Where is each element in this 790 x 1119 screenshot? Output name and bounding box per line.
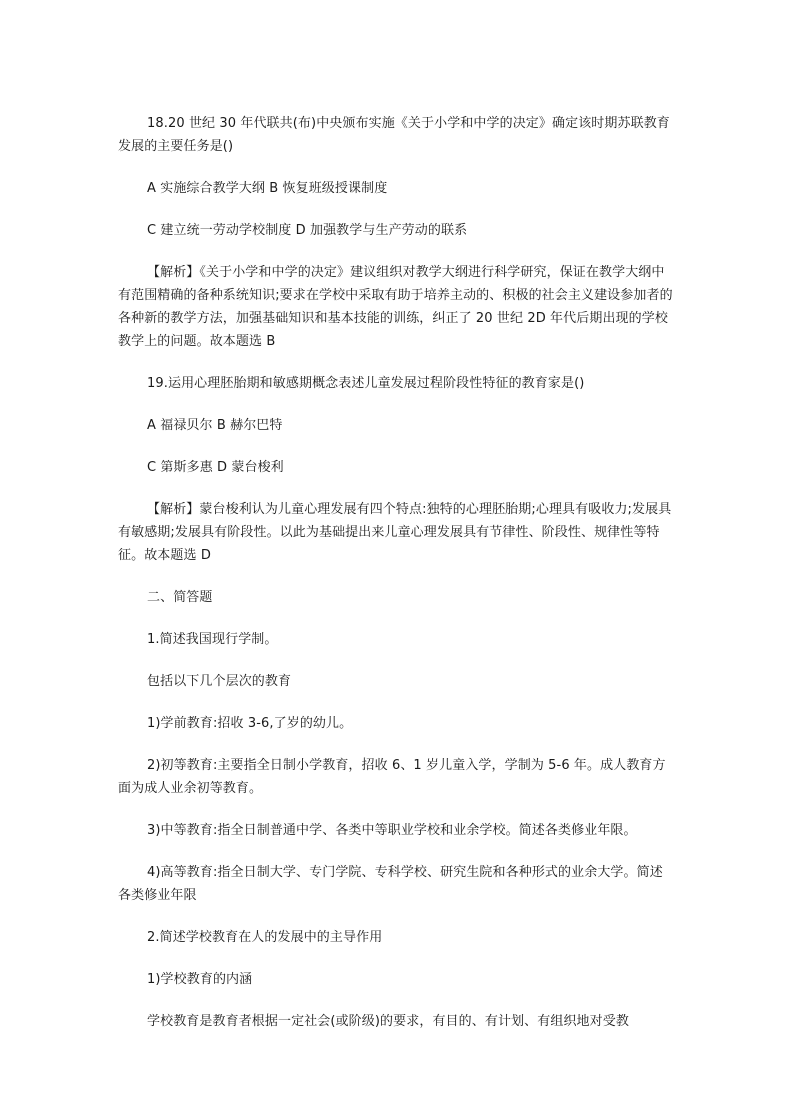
short-answer-2-item-1: 1)学校教育的内涵 — [147, 972, 253, 987]
question-18-options-cd: C 建立统一劳动学校制度 D 加强教学与生产劳动的联系 — [147, 223, 468, 238]
section-heading-short-answer: 二、简答题 — [147, 590, 213, 605]
question-19-stem: 19.运用心理胚胎期和敏感期概念表述儿童发展过程阶段性特征的教育家是() — [147, 376, 585, 391]
short-answer-1-item-4: 4)高等教育:指全日制大学、专门学院、专科学校、研究生院和各种形式的业余大学。简述各类修业年限 — [118, 865, 663, 903]
short-answer-1-item-2: 2)初等教育:主要指全日制小学教育，招收 6、1 岁儿童入学，学制为 5-6 年。成人教育方面为成人业余初等教育。 — [118, 758, 666, 796]
short-answer-2-title: 2.简述学校教育在人的发展中的主导作用 — [147, 930, 383, 945]
question-18-analysis: 【解析】《关于小学和中学的决定》建议组织对教学大纲进行科学研究，保证在教学大纲中有范围精确的备种系统知识;要求在学校中采取有助于培养主动的、积极的社会主义建设参加者的各种新的教学方法，加强基础知识和基本技能的训练，纠正了 20 世纪 2D 年代后期出现的学校教学上的问题。故本题选 B — [118, 265, 673, 349]
question-18-stem: 18.20 世纪 30 年代联共(布)中央颁布实施《关于小学和中学的决定》确定该时期苏联教育发展的主要任务是() — [118, 116, 670, 154]
question-18-options-ab: A 实施综合教学大纲 B 恢复班级授课制度 — [147, 181, 388, 196]
question-19-options-ab: A 福禄贝尔 B 赫尔巴特 — [147, 418, 283, 433]
document-page — [118, 112, 674, 1033]
short-answer-1-item-3: 3)中等教育:指全日制普通中学、各类中等职业学校和业余学校。简述各类修业年限。 — [147, 823, 637, 838]
short-answer-1-title: 1.简述我国现行学制。 — [147, 632, 278, 647]
short-answer-1-item-1: 1)学前教育:招收 3-6,了岁的幼儿。 — [147, 716, 353, 731]
question-19-analysis: 【解析】蒙台梭利认为儿童心理发展有四个特点:独特的心理胚胎期;心理具有吸收力;发展具有敏感期;发展具有阶段性。以此为基础提出来儿童心理发展具有节律性、阶段性、规律性等特征。故本题选 D — [118, 502, 672, 563]
short-answer-1-intro: 包括以下几个层次的教育 — [147, 674, 292, 689]
short-answer-2-body: 学校教育是教育者根据一定社会(或阶级)的要求，有目的、有计划、有组织地对受教 — [147, 1014, 629, 1029]
question-19-options-cd: C 第斯多惠 D 蒙台梭利 — [147, 460, 284, 475]
